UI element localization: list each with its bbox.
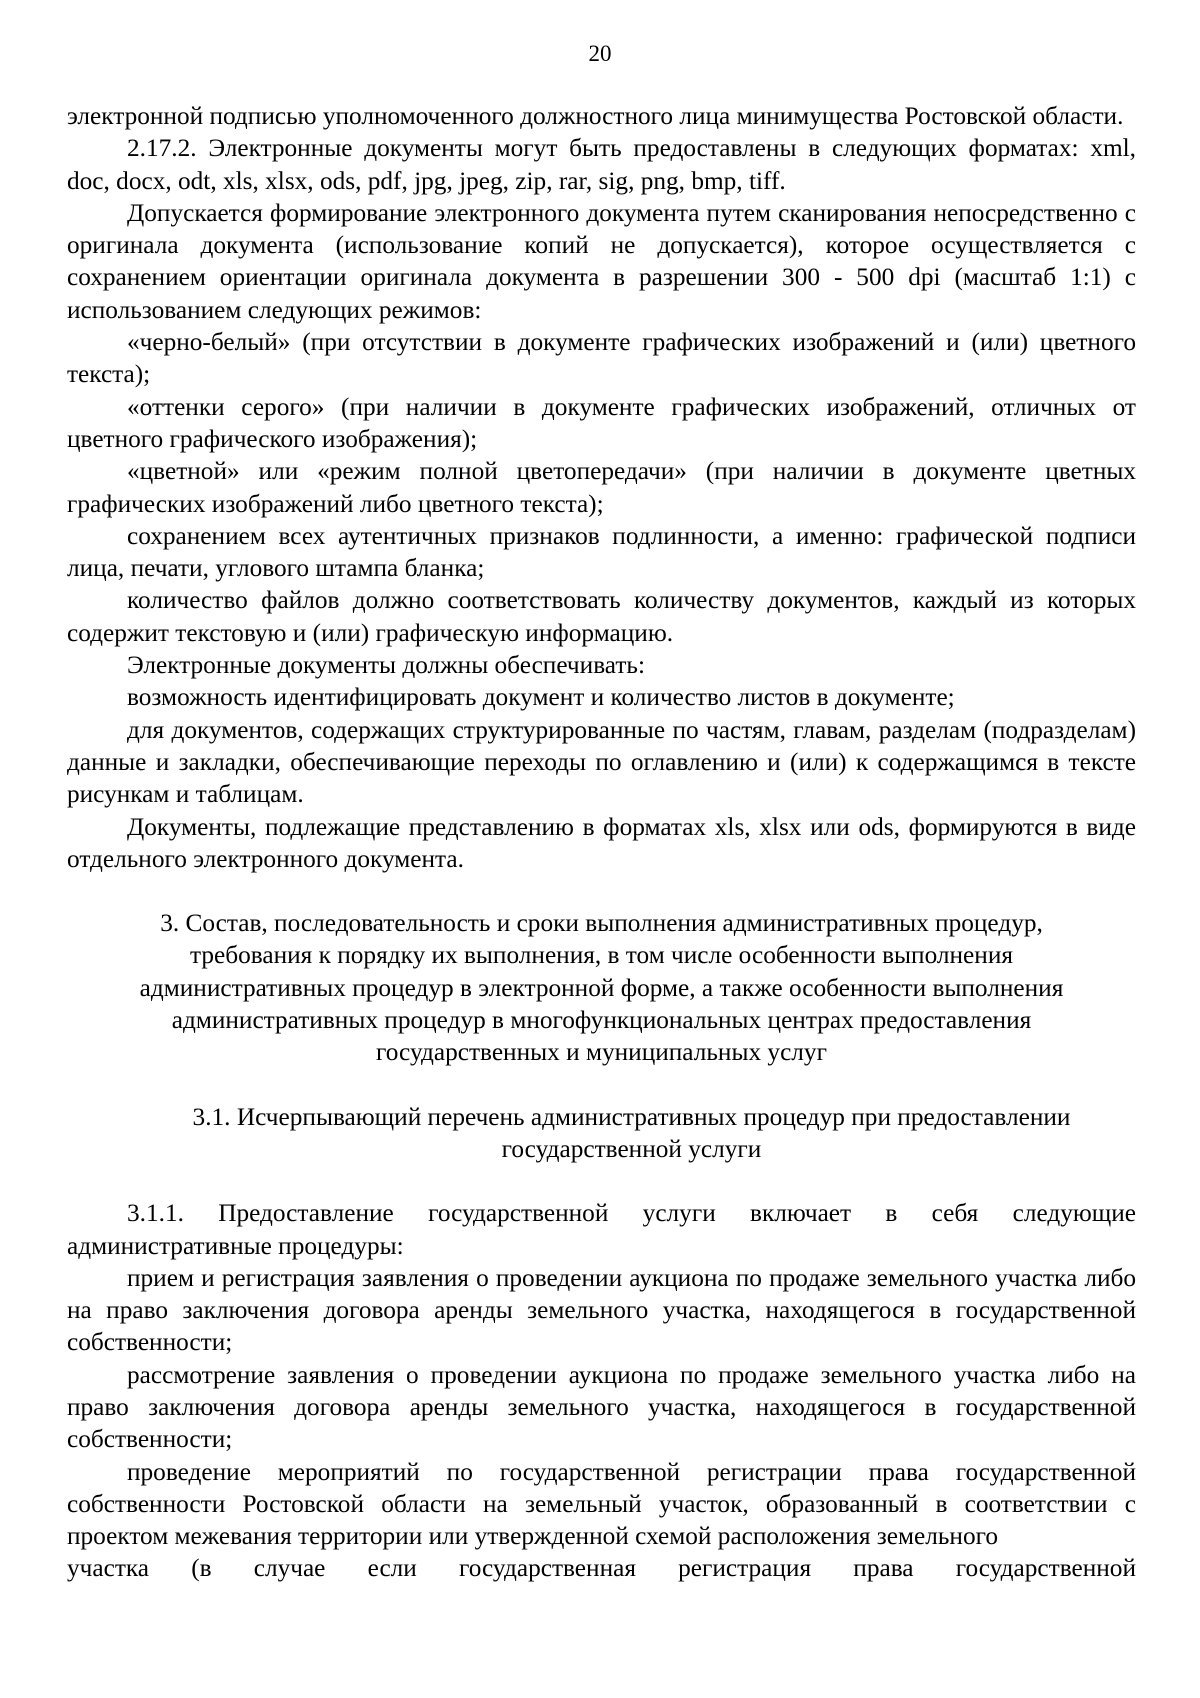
section-heading-line: государственных и муниципальных услуг [376, 1038, 827, 1067]
paragraph: 3.1.1. Предоставление государственной услуги включает в себя следующие административные процедуры: [67, 1199, 1136, 1260]
document-body [67, 100, 1136, 1585]
section-heading-line: 3. Состав, последовательность и сроки выполнения административных процедур, [160, 909, 1043, 938]
section-heading [67, 907, 1136, 1068]
paragraph: проведение мероприятий по государственной регистрации права государственной собственности Ростовской области на земельный участок, образованный в соответствии с проектом межевания территории или утвержденной схемой расположения земельного [67, 1457, 1136, 1551]
paragraph: Допускается формирование электронного документа путем сканирования непосредственно с оригинала документа (использование копий не допускается), которое осуществляется с сохранением ориентации оригинала документа в разрешении 300 - 500 dpi (масштаб 1:1) с использованием следующих режимов: [67, 198, 1136, 324]
paragraph: «цветной» или «режим полной цветопередачи» (при наличии в документе цветных графических изображений либо цветного текста); [67, 457, 1136, 518]
paragraph: «оттенки серого» (при наличии в документе графических изображений, отличных от цветного графического изображения); [67, 392, 1136, 453]
paragraph: электронной подписью уполномоченного должностного лица минимущества Ростовской области. [67, 102, 1124, 130]
page-number: 20 [588, 41, 612, 66]
paragraph: количество файлов должно соответствовать количеству документов, каждый из которых содержит текстовую и (или) графическую информацию. [67, 586, 1136, 647]
paragraph: «черно-белый» (при отсутствии в документе графических изображений и (или) цветного текста); [67, 328, 1136, 389]
paragraph: возможность идентифицировать документ и количество листов в документе; [127, 683, 955, 712]
paragraph: сохранением всех аутентичных признаков подлинности, а именно: графической подписи лица, печати, углового штампа бланка; [67, 521, 1136, 583]
paragraph: рассмотрение заявления о проведении аукциона по продаже земельного участка либо на право заключения договора аренды земельного участка, находящегося в государственной собственности; [67, 1360, 1136, 1454]
paragraph-continued [67, 1552, 1136, 1584]
subsection-heading-line: государственной услуги [501, 1134, 762, 1163]
subsection-heading-line: 3.1. Исчерпывающий перечень административных процедур при предоставлении [192, 1102, 1071, 1131]
last-line: участка (в случае если государственная регистрация права государственной [67, 1554, 1136, 1583]
paragraph: прием и регистрация заявления о проведении аукциона по продаже земельного участка либо на право заключения договора аренды земельного участка, находящегося в государственной собственности; [67, 1263, 1136, 1357]
paragraph: для документов, содержащих структурированные по частям, главам, разделам (подразделам) данные и закладки, обеспечивающие переходы по оглавлению и (или) к содержащимся в тексте рисункам и таблицам. [67, 715, 1136, 809]
section-heading-line: административных процедур в многофункциональных центрах предоставления [171, 1006, 1032, 1035]
paragraph: Электронные документы должны обеспечивать: [127, 651, 645, 680]
section-heading-line: административных процедур в электронной форме, а также особенности выполнения [139, 973, 1064, 1002]
section-heading-line: требования к порядку их выполнения, в том числе особенности выполнения [189, 941, 1013, 970]
paragraph: Документы, подлежащие представлению в форматах xls, xlsx или ods, формируются в виде отдельного электронного документа. [67, 812, 1136, 873]
paragraph: 2.17.2. Электронные документы могут быть предоставлены в следующих форматах: xml, doc, docx, odt, xls, xlsx, ods, pdf, jpg, jpeg, zip, rar, sig, png, bmp, tiff. [67, 134, 1136, 195]
subsection-heading [67, 1101, 1136, 1166]
